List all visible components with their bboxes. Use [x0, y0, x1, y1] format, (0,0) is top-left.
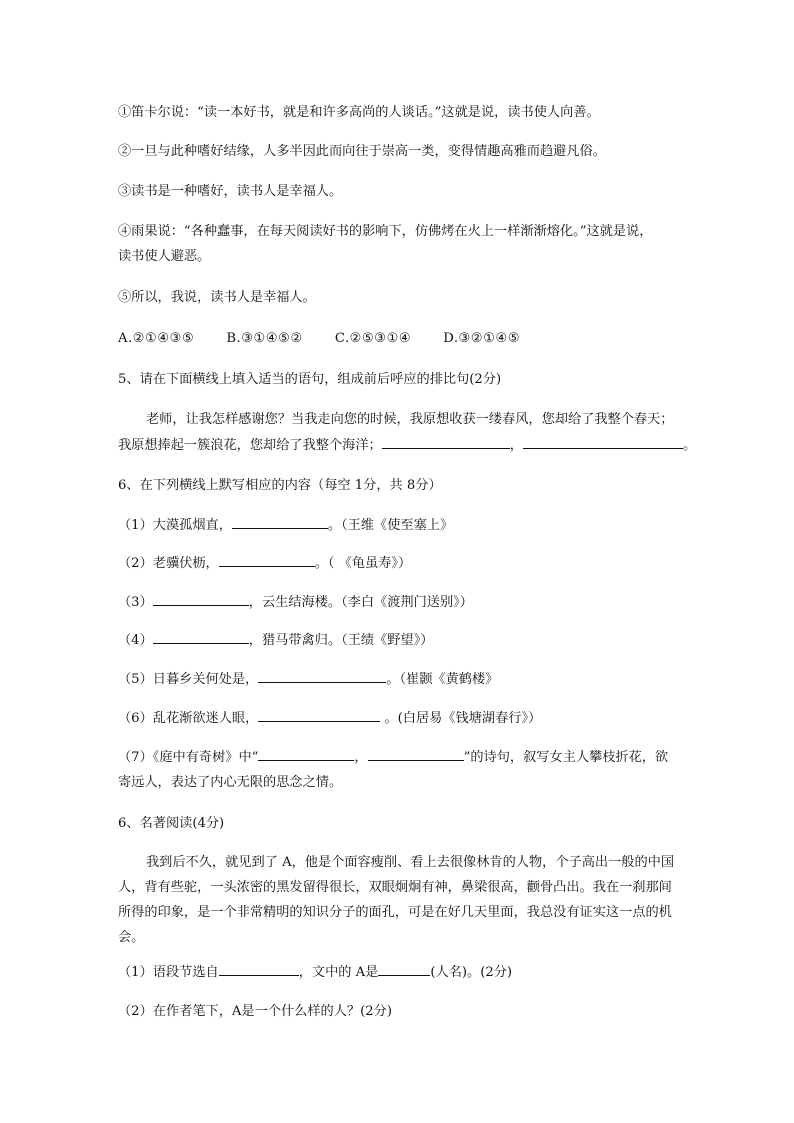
choice-a: A.②①④③⑤ [118, 331, 195, 346]
q6-item-5-prefix: （5）日暮乡关何处是， [118, 672, 259, 687]
statement-2: ②一旦与此种嗜好结缘，人多半因此而向往于崇高一类，变得情趣高雅而趋避凡俗。 [118, 144, 606, 159]
q6-item-1-prefix: （1）大漠孤烟直， [118, 518, 232, 533]
choice-c: C.②⑤③①④ [334, 331, 412, 346]
period: 。 [682, 438, 697, 453]
blank-q6-2[interactable] [219, 553, 315, 567]
q6-item-2-prefix: （2）老骥伏枥， [118, 556, 219, 571]
question-7-title: 6、名著阅读(4分) [118, 816, 225, 831]
question-5-text-part: 我原想捧起一簇浪花，您却给了我整个海洋； [118, 438, 382, 453]
passage-line-2: 人，背有些驼，一头浓密的黑发留得很长，双眼炯炯有神，鼻梁很高，颧骨凸出。我在一刹那间 [118, 880, 672, 895]
q6-item-7-prefix: （7）《庭中有奇树》中“ [118, 750, 259, 765]
q6-item-7 [118, 746, 718, 770]
blank-q6-6[interactable] [258, 708, 380, 722]
question-5-text-line-1: 老师，让我怎样感谢您？当我走向您的时候，我原想收获一缕春风，您却给了我整个春天； [146, 412, 674, 427]
blank-q6-4[interactable] [153, 630, 249, 644]
q7-sub-1-prefix: （1）语段节选自 [118, 965, 219, 980]
statement-5: ⑤所以，我说，读书人是幸福人。 [118, 290, 316, 305]
question-5-title: 5、请在下面横线上填入适当的语句，组成前后呼应的排比句(2分) [118, 372, 502, 387]
separator: ， [354, 750, 368, 765]
passage-line-3: 所得的印象，是一个非常精明的知识分子的面孔，可是在好几天里面，我总没有证实这一点的机 [118, 905, 672, 920]
q7-sub-1-middle: ，文中的 A是 [298, 965, 379, 980]
blank-q5-1[interactable] [382, 435, 510, 449]
question-5-text-line-2 [118, 434, 718, 458]
q6-item-4 [118, 629, 718, 653]
choice-d: D.③②①④⑤ [443, 331, 521, 346]
answer-choices [118, 327, 718, 351]
q6-item-3-suffix: ，云生结海楼。（李白《渡荆门送别》） [248, 595, 473, 610]
passage-line-4: 会。 [118, 930, 145, 945]
blank-q6-3[interactable] [153, 592, 249, 606]
blank-q7-book[interactable] [219, 962, 299, 976]
q6-item-3 [118, 591, 718, 615]
q6-item-5-suffix: 。（崔颢《黄鹤楼》 [386, 672, 499, 687]
blank-q7-name[interactable] [378, 962, 430, 976]
q6-item-6-prefix: （6）乱花渐欲迷人眼， [118, 711, 259, 726]
q6-item-4-prefix: （4） [118, 633, 153, 648]
blank-q6-7b[interactable] [368, 747, 464, 761]
separator: ， [509, 438, 523, 453]
q7-sub-1-suffix: (人名)。(2分) [430, 965, 513, 980]
q6-item-4-suffix: ，猎马带禽归。（王绩《野望》） [248, 633, 434, 648]
q6-item-6-suffix: 。(白居易《钱塘湖春行》） [380, 711, 542, 726]
blank-q6-7a[interactable] [258, 747, 354, 761]
statement-1: ①笛卡尔说：“读一本好书，就是和许多高尚的人谈话。”这就是说，读书使人向善。 [118, 105, 600, 120]
blank-q6-1[interactable] [232, 515, 328, 529]
blank-q5-2[interactable] [523, 435, 683, 449]
q6-item-2-suffix: 。（ 《龟虽寿》） [314, 556, 412, 571]
q6-item-2 [118, 552, 718, 576]
q6-item-5 [118, 668, 718, 692]
statement-4-line-1: ④雨果说：“各种蠢事，在每天阅读好书的影响下，仿佛烤在火上一样渐渐熔化。”这就是说， [118, 224, 653, 239]
q7-sub-1 [118, 961, 718, 985]
q6-item-7-line-2: 寄远人，表达了内心无限的思念之情。 [118, 775, 343, 790]
statement-3: ③读书是一种嗜好，读书人是幸福人。 [118, 184, 343, 199]
q6-item-3-prefix: （3） [118, 595, 153, 610]
choice-b: B.③①④⑤② [226, 331, 303, 346]
q6-item-7-suffix: ”的诗句，叙写女主人攀枝折花，欲 [463, 750, 669, 765]
statement-4-line-2: 读书使人避恶。 [118, 249, 211, 264]
question-6-title: 6、在下列横线上默写相应的内容（每空 1分，共 8分） [118, 478, 442, 493]
passage-line-1: 我到后不久，就见到了 A，他是个面容瘦削、看上去很像林肯的人物，个子高出一般的中国 [146, 855, 675, 870]
q6-item-6 [118, 707, 718, 731]
q6-item-1 [118, 514, 718, 538]
q7-sub-2: （2）在作者笔下，A是一个什么样的人？(2分) [118, 1004, 392, 1019]
q6-item-1-suffix: 。（王维《使至塞上》 [327, 518, 454, 533]
blank-q6-5[interactable] [258, 669, 386, 683]
